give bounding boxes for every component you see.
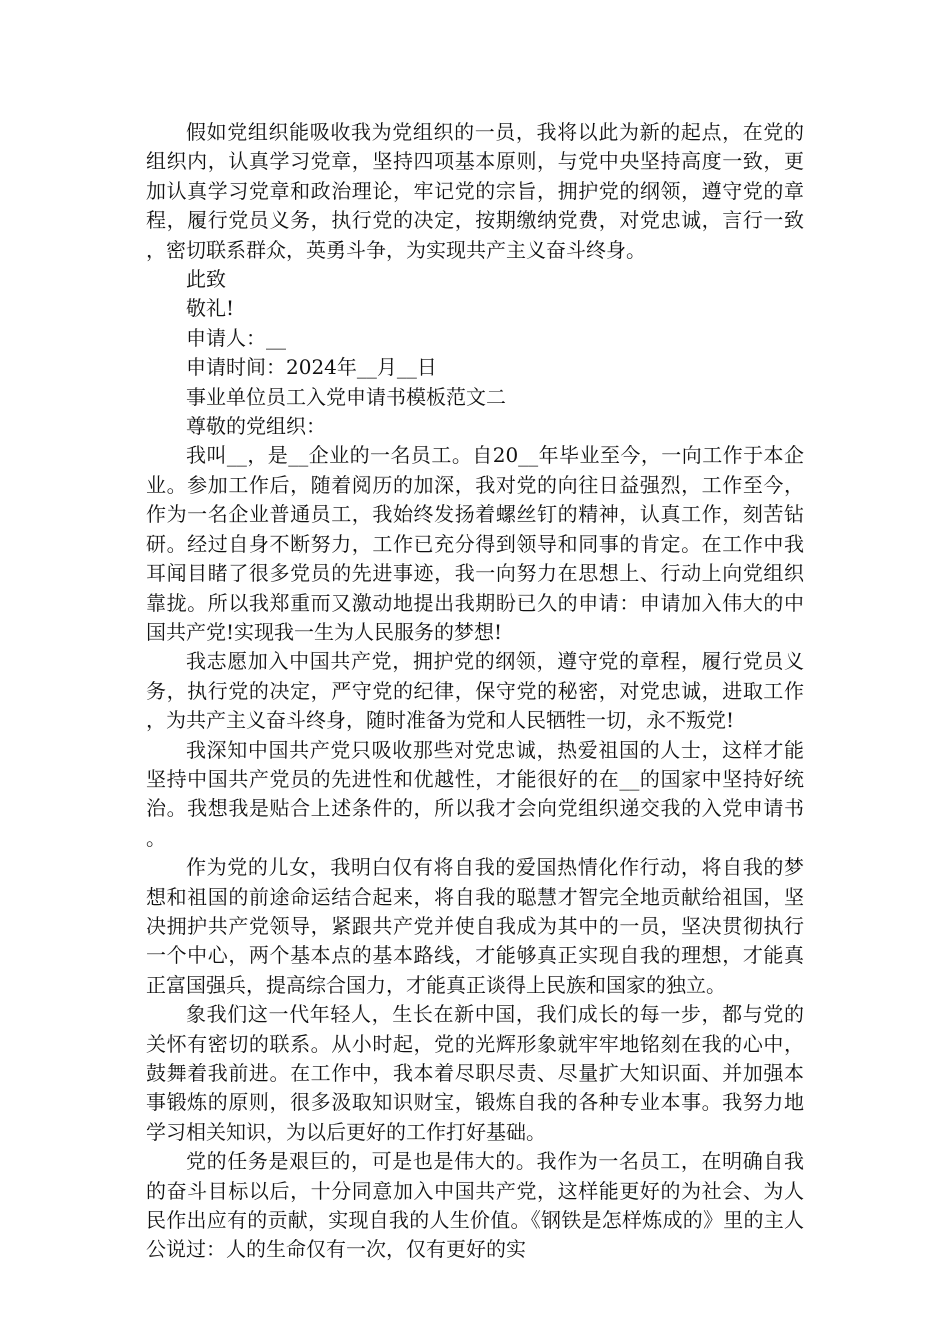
paragraph-pledge: 我志愿加入中国共产党，拥护党的纲领，遵守党的章程，履行党员义务，执行党的决定，严守党的纪律，保守党的秘密，对党忠诚，进取工作，为共产主义奋斗终身，随时准备为党和人民牺牲一切，永不叛党!: [146, 649, 804, 733]
paragraph-understanding: 我深知中国共产党只吸收那些对党忠诚，热爱祖国的人士，这样才能坚持中国共产党员的先进性和优越性，才能很好的在__的国家中坚持好统治。我想我是贴合上述条件的，所以我才会向党组织递交我的入党申请书。: [146, 737, 804, 850]
paragraph-growth: 象我们这一代年轻人，生长在新中国，我们成长的每一步，都与党的关怀有密切的联系。从小时起，党的光辉形象就牢牢地铭刻在我的心中，鼓舞着我前进。在工作中，我本着尽职尽责、尽量扩大知识面、并加强本事锻炼的原则，很多汲取知识财宝，锻炼自我的各种专业本事。我努力地学习相关知识，为以后更好的工作打好基础。: [146, 1002, 804, 1144]
paragraph-introduction: 我叫__，是__企业的一名员工。自20__年毕业至今，一向工作于本企业。参加工作后，随着阅历的加深，我对党的向往日益强烈，工作至今，作为一名企业普通员工，我始终发扬着螺丝钉的精神，认真工作，刻苦钻研。经过自身不断努力，工作已充分得到领导和同事的肯定。在工作中我耳闻目睹了很多党员的先进事迹，我一向努力在思想上、行动上向党组织靠拢。所以我郑重而又激动地提出我期盼已久的申请：申请加入伟大的中国共产党!实现我一生为人民服务的梦想!: [146, 443, 804, 644]
section-title: 事业单位员工入党申请书模板范文二: [186, 384, 506, 409]
paragraph-mission: 党的任务是艰巨的，可是也是伟大的。我作为一名员工，在明确自我的奋斗目标以后，十分同意加入中国共产党，这样能更好的为社会、为人民作出应有的贡献，实现自我的人生价值。《钢铁是怎样炼成的》里的主人公说过：人的生命仅有一次，仅有更好的实: [146, 1149, 804, 1262]
applicant-line: 申请人：__: [186, 325, 286, 350]
paragraph-patriotism: 作为党的儿女，我明白仅有将自我的爱国热情化作行动，将自我的梦想和祖国的前途命运结合起来，将自我的聪慧才智完全地贡献给祖国，坚决拥护共产党领导，紧跟共产党并使自我成为其中的一员，坚决贯彻执行一个中心，两个基本点的基本路线，才能够真正实现自我的理想，才能真正富国强兵，提高综合国力，才能真正谈得上民族和国家的独立。: [146, 855, 804, 997]
closing-regards: 敬礼!: [186, 296, 235, 321]
closing-salutation: 此致: [186, 267, 226, 292]
document-page: [146, 118, 804, 1265]
application-date: 申请时间：2024年__月__日: [186, 355, 437, 380]
salutation: 尊敬的党组织：: [186, 414, 326, 439]
paragraph-commitment: 假如党组织能吸收我为党组织的一员，我将以此为新的起点，在党的组织内，认真学习党章，坚持四项基本原则，与党中央坚持高度一致，更加认真学习党章和政治理论，牢记党的宗旨，拥护党的纲领，遵守党的章程，履行党员义务，执行党的决定，按期缴纳党费，对党忠诚，言行一致，密切联系群众，英勇斗争，为实现共产主义奋斗终身。: [146, 120, 804, 262]
